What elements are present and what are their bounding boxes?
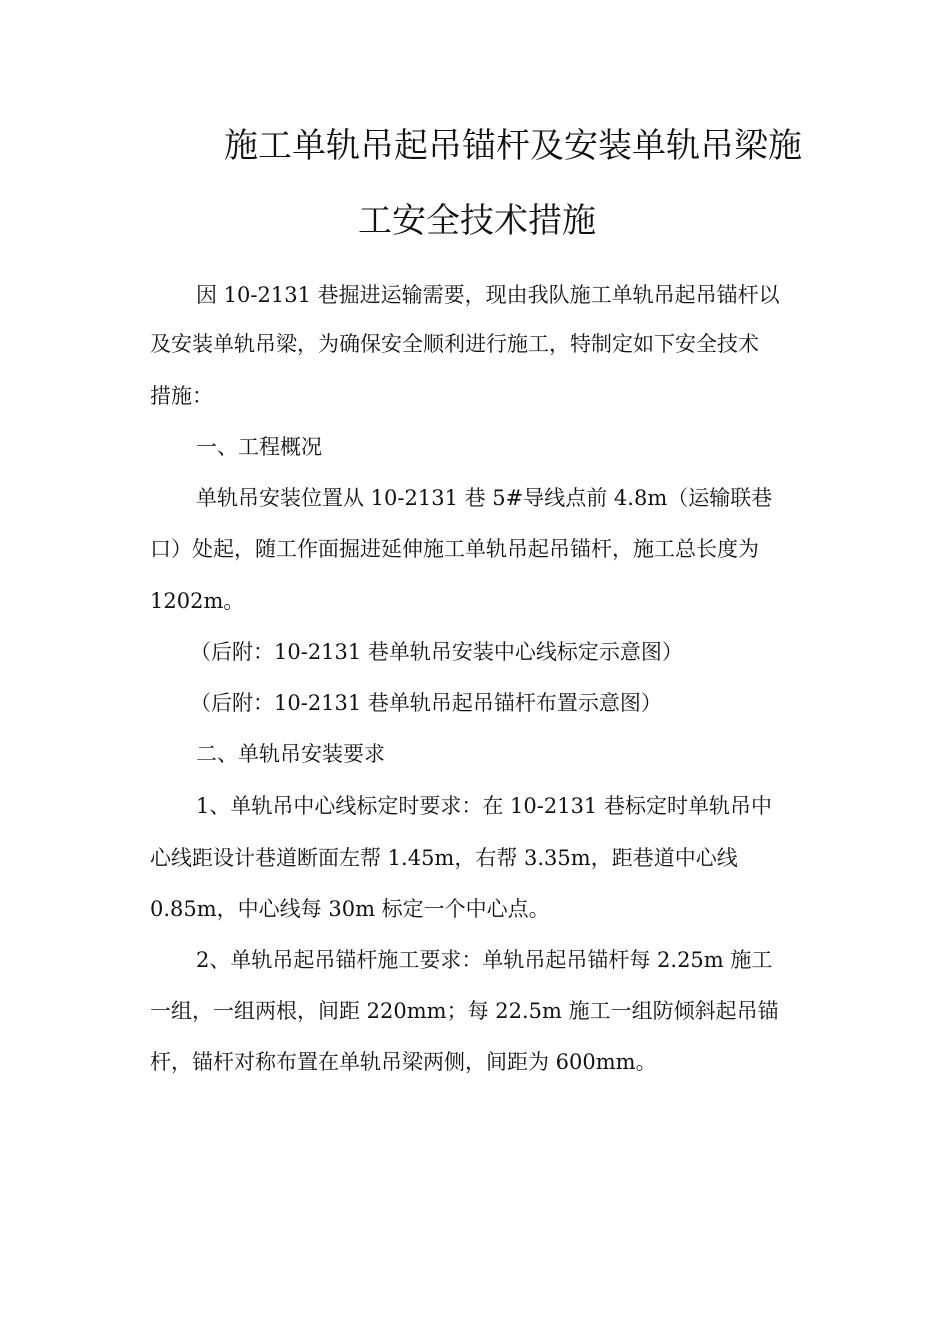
document-title-line-2: 工安全技术措施 [358, 201, 596, 241]
section-1-heading: 一、工程概况 [196, 435, 322, 459]
section-1-paragraph-line-3: 1202m。 [150, 589, 245, 613]
item-2-line-1: 2、单轨吊起吊锚杆施工要求：单轨吊起吊锚杆每 2.25m 施工 [196, 948, 773, 972]
section-1-paragraph-line-1: 单轨吊安装位置从 10-2131 巷 5#导线点前 4.8m（运输联巷 [196, 486, 773, 510]
section-2-heading: 二、单轨吊安装要求 [196, 742, 385, 766]
attachment-note-1: （后附：10-2131 巷单轨吊安装中心线标定示意图） [190, 640, 683, 664]
intro-line-1: 因 10-2131 巷掘进运输需要，现由我队施工单轨吊起吊锚杆以 [196, 283, 780, 307]
item-1-line-1: 1、单轨吊中心线标定时要求：在 10-2131 巷标定时单轨吊中 [196, 794, 772, 818]
item-1-line-2: 心线距设计巷道断面左帮 1.45m，右帮 3.35m，距巷道中心线 [150, 846, 738, 870]
item-2-line-3: 杆，锚杆对称布置在单轨吊梁两侧，间距为 600mm。 [150, 1050, 657, 1074]
intro-line-2: 及安装单轨吊梁，为确保安全顺利进行施工，特制定如下安全技术 [150, 332, 759, 356]
attachment-note-2: （后附：10-2131 巷单轨吊起吊锚杆布置示意图） [190, 691, 662, 715]
section-1-paragraph-line-2: 口）处起，随工作面掘进延伸施工单轨吊起吊锚杆，施工总长度为 [150, 537, 759, 561]
item-2-line-2: 一组，一组两根，间距 220mm；每 22.5m 施工一组防倾斜起吊锚 [150, 999, 779, 1023]
item-1-line-3: 0.85m，中心线每 30m 标定一个中心点。 [150, 897, 550, 921]
intro-line-3: 措施： [150, 384, 213, 408]
document-title-line-1: 施工单轨吊起吊锚杆及安装单轨吊梁施 [224, 126, 802, 166]
